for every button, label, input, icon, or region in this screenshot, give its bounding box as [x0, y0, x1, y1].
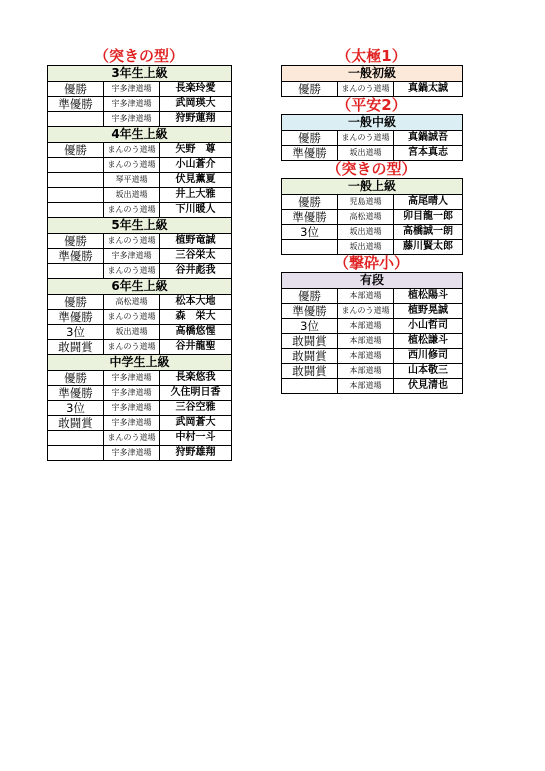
place-cell: 優勝 — [282, 82, 338, 97]
dojo-cell: 高松道場 — [338, 210, 394, 225]
dojo-cell: まんのう道場 — [104, 203, 160, 218]
result-row — [282, 364, 463, 379]
dojo-cell: 琴平道場 — [104, 173, 160, 188]
result-row — [48, 97, 232, 112]
result-row — [282, 146, 463, 161]
name-cell: 伏見清也 — [394, 379, 463, 394]
group-header: 3年生上級 — [48, 66, 232, 82]
dojo-cell: 高松道場 — [104, 295, 160, 310]
place-cell: 優勝 — [282, 289, 338, 304]
dojo-cell: 坂出道場 — [338, 240, 394, 255]
result-row — [282, 304, 463, 319]
name-cell: 真鍋太誠 — [394, 82, 463, 97]
dojo-cell: 本部道場 — [338, 349, 394, 364]
dojo-cell: 本部道場 — [338, 379, 394, 394]
results-table-heian2 — [281, 114, 463, 161]
place-cell: 優勝 — [48, 371, 104, 386]
name-cell: 植野竜誠 — [160, 234, 232, 249]
name-cell: 伏見薫夏 — [160, 173, 232, 188]
result-row — [282, 225, 463, 240]
place-cell: 準優勝 — [282, 146, 338, 161]
name-cell: 矢野 尊 — [160, 143, 232, 158]
result-row — [48, 112, 232, 127]
result-row — [282, 349, 463, 364]
result-row — [48, 340, 232, 355]
place-cell: 準優勝 — [48, 249, 104, 264]
result-row — [48, 82, 232, 97]
group-header: 5年生上級 — [48, 218, 232, 234]
dojo-cell: 児島道場 — [338, 195, 394, 210]
section-title: （平安2） — [336, 96, 407, 114]
place-cell: 3位 — [282, 319, 338, 334]
dojo-cell: 宇多津道場 — [104, 97, 160, 112]
name-cell: 小山蒼介 — [160, 158, 232, 173]
result-row — [48, 371, 232, 386]
group-header-row — [48, 127, 232, 143]
place-cell: 敢闘賞 — [48, 416, 104, 431]
place-cell — [48, 173, 104, 188]
group-header: 一般中級 — [282, 115, 463, 131]
dojo-cell: まんのう道場 — [338, 131, 394, 146]
name-cell: 中村一斗 — [160, 431, 232, 446]
dojo-cell: 宇多津道場 — [104, 249, 160, 264]
dojo-cell: まんのう道場 — [104, 158, 160, 173]
left-column — [47, 48, 231, 461]
dojo-cell: 本部道場 — [338, 334, 394, 349]
name-cell: 長楽悠我 — [160, 371, 232, 386]
name-cell: 高橋悠惺 — [160, 325, 232, 340]
group-header-row — [48, 66, 232, 82]
dojo-cell: 本部道場 — [338, 364, 394, 379]
result-row — [48, 143, 232, 158]
result-row — [282, 82, 463, 97]
name-cell: 久住明日香 — [160, 386, 232, 401]
result-row — [48, 386, 232, 401]
dojo-cell: 宇多津道場 — [104, 112, 160, 127]
name-cell: 植松陽斗 — [394, 289, 463, 304]
name-cell: 山本敬三 — [394, 364, 463, 379]
place-cell — [48, 431, 104, 446]
section-title: （突きの型） — [93, 47, 184, 65]
name-cell: 西川修司 — [394, 349, 463, 364]
group-header-row — [282, 66, 463, 82]
group-header-row — [48, 279, 232, 295]
section-title: （太極1） — [336, 47, 407, 65]
result-row — [48, 234, 232, 249]
place-cell — [48, 203, 104, 218]
place-cell: 準優勝 — [282, 210, 338, 225]
place-cell — [48, 446, 104, 461]
dojo-cell: まんのう道場 — [104, 310, 160, 325]
dojo-cell: 宇多津道場 — [104, 371, 160, 386]
dojo-cell: まんのう道場 — [104, 264, 160, 279]
dojo-cell: 宇多津道場 — [104, 401, 160, 416]
dojo-cell: 宇多津道場 — [104, 416, 160, 431]
result-row — [282, 210, 463, 225]
result-row — [48, 431, 232, 446]
name-cell: 小山哲司 — [394, 319, 463, 334]
name-cell: 卯目龍一郎 — [394, 210, 463, 225]
place-cell — [48, 264, 104, 279]
name-cell: 三谷栄太 — [160, 249, 232, 264]
place-cell — [48, 112, 104, 127]
name-cell: 武岡瑛大 — [160, 97, 232, 112]
dojo-cell: 本部道場 — [338, 289, 394, 304]
dojo-cell: 坂出道場 — [104, 325, 160, 340]
result-row — [48, 310, 232, 325]
place-cell: 準優勝 — [282, 304, 338, 319]
group-header: 一般初級 — [282, 66, 463, 82]
result-row — [48, 264, 232, 279]
section-title: （撃砕小） — [333, 254, 409, 272]
place-cell: 敢闘賞 — [282, 364, 338, 379]
place-cell: 敢闘賞 — [48, 340, 104, 355]
place-cell — [282, 379, 338, 394]
name-cell: 狩野蓮翔 — [160, 112, 232, 127]
group-header: 中学生上級 — [48, 355, 232, 371]
place-cell: 3位 — [48, 325, 104, 340]
dojo-cell: 宇多津道場 — [104, 446, 160, 461]
name-cell: 植野晃誠 — [394, 304, 463, 319]
result-row — [282, 289, 463, 304]
place-cell: 優勝 — [48, 82, 104, 97]
place-cell: 優勝 — [48, 143, 104, 158]
name-cell: 高橋誠一朗 — [394, 225, 463, 240]
dojo-cell: 宇多津道場 — [104, 82, 160, 97]
result-row — [48, 446, 232, 461]
group-header-row — [48, 355, 232, 371]
name-cell: 松本大地 — [160, 295, 232, 310]
name-cell: 武岡蒼大 — [160, 416, 232, 431]
name-cell: 下川暖人 — [160, 203, 232, 218]
result-row — [48, 173, 232, 188]
result-row — [48, 203, 232, 218]
group-header: 一般上級 — [282, 179, 463, 195]
results-table-tsuki-kids — [47, 65, 232, 461]
place-cell: 準優勝 — [48, 386, 104, 401]
name-cell: 三谷空雅 — [160, 401, 232, 416]
dojo-cell: まんのう道場 — [104, 340, 160, 355]
result-row — [282, 319, 463, 334]
place-cell — [48, 188, 104, 203]
place-cell: 準優勝 — [48, 97, 104, 112]
name-cell: 高尾晴人 — [394, 195, 463, 210]
section-title: （突きの型） — [326, 160, 417, 178]
result-row — [282, 195, 463, 210]
dojo-cell: 宇多津道場 — [104, 386, 160, 401]
name-cell: 井上大雅 — [160, 188, 232, 203]
dojo-cell: まんのう道場 — [338, 304, 394, 319]
result-row — [48, 325, 232, 340]
place-cell: 優勝 — [48, 295, 104, 310]
place-cell — [282, 240, 338, 255]
group-header-row — [282, 115, 463, 131]
place-cell: 3位 — [48, 401, 104, 416]
name-cell: 森 栄大 — [160, 310, 232, 325]
name-cell: 長楽玲愛 — [160, 82, 232, 97]
result-row — [48, 158, 232, 173]
place-cell: 敢闘賞 — [282, 334, 338, 349]
group-header-row — [282, 273, 463, 289]
name-cell: 狩野雄翔 — [160, 446, 232, 461]
group-header-row — [282, 179, 463, 195]
place-cell: 3位 — [282, 225, 338, 240]
dojo-cell: 坂出道場 — [104, 188, 160, 203]
place-cell: 優勝 — [48, 234, 104, 249]
result-row — [48, 295, 232, 310]
result-row — [48, 416, 232, 431]
dojo-cell: 坂出道場 — [338, 225, 394, 240]
dojo-cell: まんのう道場 — [338, 82, 394, 97]
place-cell: 優勝 — [282, 195, 338, 210]
group-header-row — [48, 218, 232, 234]
result-row — [48, 401, 232, 416]
results-table-gekisai-sho — [281, 272, 463, 394]
place-cell: 準優勝 — [48, 310, 104, 325]
group-header: 6年生上級 — [48, 279, 232, 295]
result-row — [282, 379, 463, 394]
right-column — [281, 48, 462, 394]
group-header: 4年生上級 — [48, 127, 232, 143]
place-cell: 優勝 — [282, 131, 338, 146]
name-cell: 藤川賢太郎 — [394, 240, 463, 255]
dojo-cell: まんのう道場 — [104, 431, 160, 446]
group-header: 有段 — [282, 273, 463, 289]
results-table-taikyoku1 — [281, 65, 463, 97]
result-row — [48, 249, 232, 264]
name-cell: 谷井彪我 — [160, 264, 232, 279]
name-cell: 谷井龍聖 — [160, 340, 232, 355]
result-row — [48, 188, 232, 203]
dojo-cell: まんのう道場 — [104, 143, 160, 158]
dojo-cell: 坂出道場 — [338, 146, 394, 161]
dojo-cell: 本部道場 — [338, 319, 394, 334]
place-cell — [48, 158, 104, 173]
place-cell: 敢闘賞 — [282, 349, 338, 364]
result-row — [282, 240, 463, 255]
result-row — [282, 131, 463, 146]
dojo-cell: まんのう道場 — [104, 234, 160, 249]
result-row — [282, 334, 463, 349]
results-table-tsuki-general — [281, 178, 463, 255]
name-cell: 植松謙斗 — [394, 334, 463, 349]
name-cell: 宮本真志 — [394, 146, 463, 161]
name-cell: 真鍋誠吾 — [394, 131, 463, 146]
